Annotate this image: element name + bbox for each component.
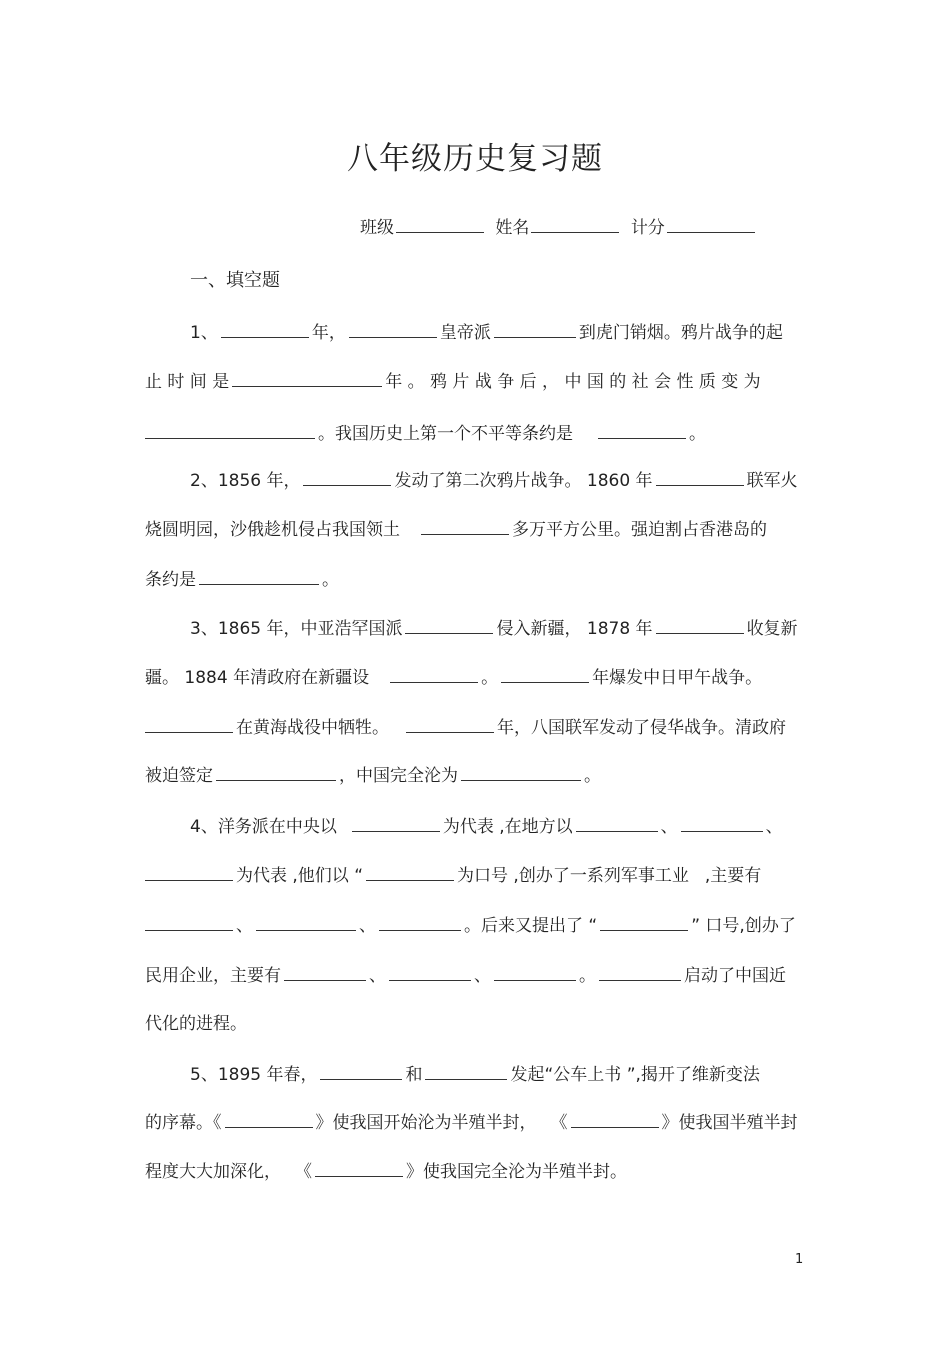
question-line [145,566,805,592]
line-text: 在黄海战役中牺牲。 [236,718,389,738]
question-line [145,762,805,788]
section-heading: 一、填空题 [190,270,280,291]
line-text: 启动了中国近 [684,966,786,986]
question-line [145,1109,805,1135]
line-text: 皇帝派 [439,323,491,343]
question-line [145,962,805,988]
line-text: 烧圆明园，沙俄趁机侵占我国领土 [145,520,400,540]
line-text: 为代表 ,在地方以 [442,817,573,837]
answer-blank[interactable] [199,566,319,585]
question-line [190,1061,805,1087]
answer-blank[interactable] [225,1109,313,1128]
answer-blank[interactable] [221,319,309,338]
answer-blank[interactable] [599,962,681,981]
answer-blank[interactable] [284,962,366,981]
line-text: 、 [765,817,783,837]
line-text: 、 [660,817,678,837]
line-text: ，中国完全沦为 [339,766,458,786]
answer-blank[interactable] [405,615,493,634]
line-text: 《 [550,1113,568,1133]
answer-blank[interactable] [349,319,437,338]
answer-blank[interactable] [461,762,581,781]
question-line [145,420,805,446]
line-text: 、 [369,966,386,986]
question-line [145,1011,805,1037]
line-text: 。 [689,424,706,444]
line-text: 》使我国开始沦为半殖半封， [315,1113,537,1133]
question-line [145,862,805,888]
answer-blank[interactable] [390,664,478,683]
document-title: 八年级历史复习题 [347,141,603,177]
question-line [145,368,805,394]
answer-blank[interactable] [145,862,233,881]
line-text: 4、洋务派在中央以 [190,817,337,837]
line-text: 到虎门销烟。鸦片战争的起 [578,323,783,343]
line-text: 发动了第二次鸦片战争。 1860 年 [394,471,653,491]
student-info-row [360,213,761,238]
answer-blank[interactable] [379,912,461,931]
line-text: 止 时 间 是 [145,372,230,392]
line-text: 。后来又提出了 “ [464,916,598,936]
line-text: 程度大大加深化， [145,1162,281,1182]
answer-blank[interactable] [494,962,576,981]
answer-blank[interactable] [501,664,589,683]
answer-blank[interactable] [494,319,576,338]
line-text: 年爆发中日甲午战争。 [592,668,763,688]
answer-blank[interactable] [389,962,471,981]
answer-blank[interactable] [145,420,315,439]
question-line [145,714,805,740]
line-text: 疆。 1884 年清政府在新疆设 [145,668,370,688]
line-text: 。 [481,668,499,688]
question-line [145,664,805,690]
line-text: 5、1895 年春， [190,1065,318,1085]
score-blank[interactable] [667,216,755,233]
answer-blank[interactable] [216,762,336,781]
line-text: ,主要有 [704,866,762,886]
line-text: 、 [474,966,491,986]
answer-blank[interactable] [145,714,233,733]
answer-blank[interactable] [145,912,233,931]
line-text: 代化的进程。 [145,1014,247,1034]
line-text: 《 [295,1162,312,1182]
line-text: ” 口号,创办了 [691,916,796,936]
answer-blank[interactable] [366,862,454,881]
line-text: 、 [236,916,253,936]
question-line [190,319,805,345]
name-blank[interactable] [531,216,619,233]
score-label: 计分 [630,218,665,238]
question-line [190,813,805,839]
line-text: 多万平方公里。强迫割占香港岛的 [512,520,767,540]
line-text: 1、 [190,323,218,343]
line-text: 为代表 ,他们以 “ [236,866,364,886]
line-text: 》使我国半殖半封 [661,1113,798,1133]
line-text: 侵入新疆， 1878 年 [496,619,653,639]
answer-blank[interactable] [256,912,356,931]
line-text: 、 [359,916,376,936]
answer-blank[interactable] [303,467,391,486]
line-text: 年，八国联军发动了侵华战争。清政府 [497,718,786,738]
question-line [190,615,805,641]
answer-blank[interactable] [421,516,509,535]
class-label: 班级 [360,218,394,238]
answer-blank[interactable] [656,615,744,634]
line-text: 3、1865 年，中亚浩罕国派 [190,619,403,639]
line-text: 联军火 [746,471,798,491]
line-text: 为口号 ,创办了一系列军事工业 [457,866,689,886]
line-text: 。 [579,966,596,986]
line-text: 的序幕。《 [145,1113,222,1133]
answer-blank[interactable] [352,813,440,832]
answer-blank[interactable] [598,420,686,439]
name-label: 姓名 [495,218,530,238]
answer-blank[interactable] [315,1158,403,1177]
question-line [145,516,805,542]
answer-blank[interactable] [656,467,744,486]
line-text: 条约是 [145,570,196,590]
class-blank[interactable] [396,216,484,233]
line-text: 民用企业，主要有 [145,966,281,986]
answer-blank[interactable] [571,1109,659,1128]
line-text: 》使我国完全沦为半殖半封。 [406,1162,627,1182]
line-text: 2、1856 年， [190,471,301,491]
line-text: 。 [322,570,339,590]
answer-blank[interactable] [320,1061,402,1080]
answer-blank[interactable] [681,813,763,832]
line-text: 年， [311,323,346,343]
answer-blank[interactable] [425,1061,507,1080]
line-text: 被迫签定 [145,766,213,786]
answer-blank[interactable] [600,912,688,931]
page-number: 1 [795,1252,804,1267]
line-text: 。我国历史上第一个不平等条约是 [318,424,573,444]
answer-blank[interactable] [232,368,382,387]
answer-blank[interactable] [576,813,658,832]
line-text: 收复新 [746,619,798,639]
line-text: 发起“公车上书 ”,揭开了维新变法 [510,1065,760,1085]
line-text: 和 [405,1065,423,1085]
question-line [190,467,805,493]
question-line [145,912,805,938]
answer-blank[interactable] [406,714,494,733]
question-line [145,1158,805,1184]
line-text: 年 。 鸦 片 战 争 后 ， 中 国 的 社 会 性 质 变 为 [385,372,761,392]
line-text: 。 [584,766,601,786]
